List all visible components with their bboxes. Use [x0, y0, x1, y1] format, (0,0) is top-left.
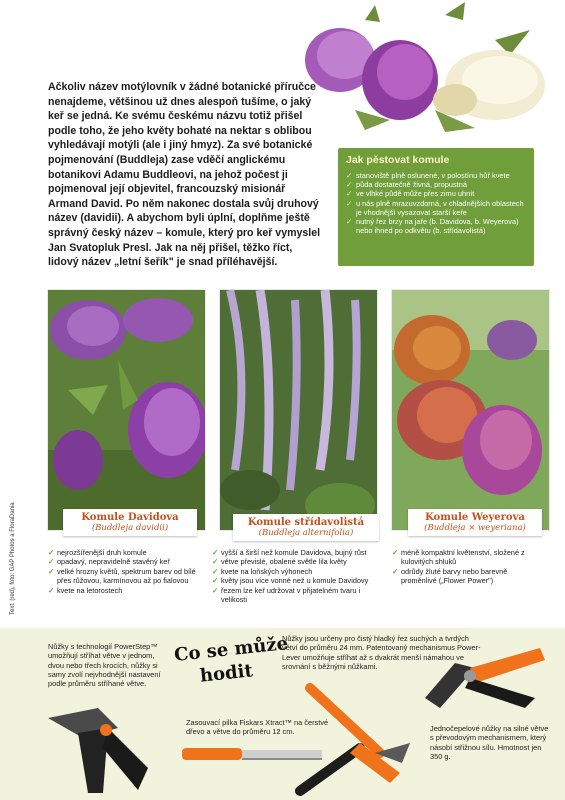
tools-section [0, 628, 565, 800]
feature-item: ✓ kvete na loňských výhonech [212, 567, 382, 576]
feature-item: ✓ kvete na letorostech [48, 586, 208, 595]
tip-item: ✓ půda dostatečně živná, propustná [346, 180, 526, 189]
box-title: Jak pěstovat komule [346, 154, 450, 166]
lopper-text: Nůžky jsou určeny pro čistý hladký řez suchých a tvrdých větví do průměru 24 mm. Patentovaný mechanismus Power-Lever umožňuje stříhat až s dvakrát menší námahou ve srovnání s běžnými nůžkami. [282, 634, 481, 671]
feature-item: ✓ řezem lze keř udržovat v přijatelném tvaru i velikosti [212, 586, 382, 605]
caption-davidova [63, 509, 197, 536]
feature-item: ✓ nejrozšířenější druh komule [48, 548, 208, 557]
plant-name: Komule Davidova [81, 512, 179, 523]
plant-latin: (Buddleja alternifolia) [258, 528, 354, 538]
powerstep-pruner-icon [38, 698, 168, 798]
photo-stridavolista [219, 289, 378, 531]
features-davidova [48, 548, 208, 595]
photo-credit: Text: (red), foto: GAP Photos a FloraDania [10, 502, 16, 615]
tools-heading-line2: hodit [198, 660, 254, 687]
feature-item: ✓ odrůdy žluté barvy nebo barevně proměnlivé („Flower Power") [392, 567, 542, 586]
bypass-text: Jednočepelové nůžky na silné větve s převodovým mechanismem, který násobí střižnou sílu. Hmotnost jen 350 g. [430, 724, 549, 761]
lopper-icon [290, 683, 420, 798]
feature-item: ✓ méně kompaktní květenství, složené z kulovitých shluků [392, 548, 542, 567]
plant-name: Komule střídavolistá [247, 517, 365, 528]
tip-item: ✓ stanoviště plně oslunené, v polostínu hůř kvete [346, 171, 526, 180]
photo-davidova [47, 289, 206, 531]
intro-text: Ačkoliv název motýlovník v žádné botanické příručce nenajdeme, většinou už dnes alespoň tušíme, o jaký keř se jedná. Ke svému českému názvu totiž přišel podle toho, že jeho květy bohaté na nektar s oblibou vyhledávají motýli (ale i jiný hmyz). Za své botanické pojmenování (Buddleja) zase vděčí anglickému botanikovi Adamu Buddleovi, na jehož počest ji pojmenoval její objevitel, francouzský misionář Armand David. Po něm nakonec dostala svůj druhový název (davidii). A abychom byli úplní, doplňme ještě správný český název – komule, který pro keř vymyslel Jan Svatopluk Presl. Jak na něj přišel, těžko říct, lidový název „letní šeřík" je snad příléhavější. [48, 81, 321, 269]
features-stridavolista [212, 548, 382, 604]
feature-item: ✓ květy jsou více vonné než u komule Davidovy [212, 576, 382, 585]
plant-name: Komule Weyerova [425, 512, 525, 523]
tip-item: ✓ nutný řez brzy na jaře (b. Davidova, b. Weyerova) nebo ihned po odkvětu (b. střídavolistá) [346, 217, 526, 235]
tip-item: ✓ u nás plně mrazuvzdorná, v chladnějších oblastech je vhodnější vysazovat starší keře [346, 199, 526, 217]
feature-item: ✓ velké hrozny květů, spektrum barev od bílé přes růžovou, karmínovou až po fialovou [48, 567, 208, 586]
tips-list [346, 171, 526, 235]
features-weyerova [392, 548, 542, 586]
saw-text: Zasouvací pilka Fiskars Xtract™ na čerstvé dřevo a větve do průměru 12 cm. [186, 718, 329, 737]
photo-weyerova [391, 289, 550, 531]
feature-item: ✓ vyšší a širší než komule Davidova, bujný růst [212, 548, 382, 557]
bypass-pruner-icon [415, 638, 550, 718]
plant-latin: (Buddleja davidii) [91, 523, 169, 533]
feature-item: ✓ opadavý, nepravidelně stavěný keř [48, 557, 208, 566]
powerstep-text: Nůžky s technologií PowerStep™ umožňují stříhat větve v jednom, dvou nebo třech krocích, nůžky si samy zvolí nejvhodnější nastavení podle průměru stříhané větve. [48, 642, 161, 689]
plant-latin: (Buddleja × weyeriana) [424, 523, 526, 533]
feature-item: ✓ větve převislé, obalené světle lila květy [212, 557, 382, 566]
caption-stridavolista [233, 514, 379, 541]
growing-tips-box [338, 148, 534, 266]
tip-item: ✓ ve vlhké půdě může přes zimu uhnít [346, 189, 526, 198]
caption-weyerova [408, 509, 542, 536]
flowers-illustration [295, 0, 565, 140]
tools-heading-line1: Co se může [173, 633, 289, 666]
